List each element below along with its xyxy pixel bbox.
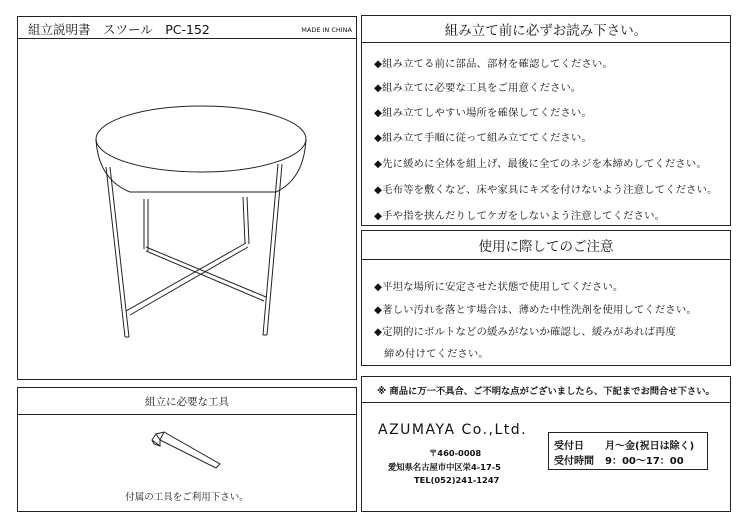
usage-panel (361, 230, 731, 366)
product-panel (17, 16, 357, 380)
business-hours-box (548, 432, 708, 470)
usage-item-4: 締め付けてください。 (384, 348, 489, 360)
tools-header (18, 388, 356, 415)
company-name: AZUMAYA Co.,Ltd. (378, 422, 528, 438)
before-item-2: ◆組み立てに必要な工具をご用意ください。 (374, 82, 582, 94)
before-assembly-title: 組み立て前に必ずお読み下さい。 (444, 23, 648, 39)
hours-time-value: 9：00〜17：00 (605, 456, 684, 467)
hours-day-value: 月〜金(祝日は除く) (605, 441, 695, 452)
telephone: TEL(052)241-1247 (414, 475, 500, 485)
before-item-3: ◆組み立てしやすい場所を確保してください。 (374, 107, 592, 119)
hex-key-icon (146, 428, 236, 478)
hours-day-label: 受付日 (554, 441, 584, 452)
before-item-7: ◆手や指を挟んだりしてケガをしないよう注意してください。 (374, 210, 666, 222)
before-item-6: ◆毛布等を敷くなど、床や家具にキズを付けないよう注意してください。 (374, 184, 718, 196)
before-assembly-header (362, 16, 730, 43)
address: 愛知県名古屋市中区栄4-17-5 (388, 462, 501, 472)
usage-title: 使用に際してのご注意 (478, 239, 614, 255)
tools-panel (17, 387, 357, 512)
usage-item-3: ◆定期的にボルトなどの緩みがないか確認し、緩みがあれば再度 (374, 326, 676, 338)
document-title: 組立説明書 スツール PC-152 (28, 22, 210, 37)
contact-notice: ※ 商品に万一不具合、ご不明な点がございましたら、下記までお問合せ下さい。 (377, 385, 715, 397)
stool-illustration (18, 39, 356, 379)
hours-time-label: 受付時間 (554, 456, 594, 467)
before-item-4: ◆組み立て手順に従って組み立ててください。 (374, 132, 592, 144)
contact-header (362, 377, 730, 403)
origin-label: MADE IN CHINA (301, 26, 352, 34)
before-item-1: ◆組み立てる前に部品、部材を確認してください。 (374, 58, 613, 70)
product-panel-header (18, 17, 356, 39)
tools-title: 組立に必要な工具 (145, 395, 229, 408)
usage-item-2: ◆著しい汚れを落とす場合は、薄めた中性洗剤を使用してください。 (374, 304, 697, 316)
postal-code: 〒460-0008 (429, 448, 482, 458)
usage-header (362, 231, 730, 260)
before-item-5: ◆先に緩めに全体を組上げ、最後に全てのネジを本締めしてください。 (374, 158, 707, 170)
usage-item-1: ◆平坦な場所に安定させた状態で使用してください。 (374, 281, 624, 293)
tools-note: 付属の工具をご利用下さい。 (125, 492, 249, 503)
before-assembly-panel (361, 15, 731, 226)
contact-panel (361, 376, 731, 512)
